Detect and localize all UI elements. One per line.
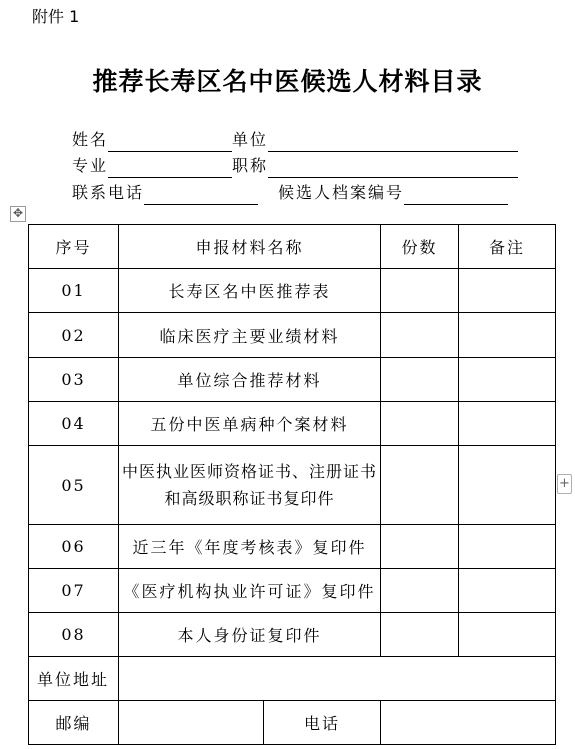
contact-phone-label: 联系电话 xyxy=(72,183,145,202)
name-field[interactable] xyxy=(108,133,232,152)
row-notes-cell[interactable] xyxy=(459,613,556,657)
unit-field[interactable] xyxy=(268,133,518,152)
postcode-phone-row xyxy=(29,701,556,745)
row-number: 05 xyxy=(29,446,119,525)
row-material-name: 单位综合推荐材料 xyxy=(119,358,381,402)
row-notes-cell[interactable] xyxy=(459,269,556,313)
row-number: 01 xyxy=(29,269,119,313)
table-row xyxy=(29,525,556,569)
header-material-name: 申报材料名称 xyxy=(119,225,381,269)
jobtitle-label: 职称 xyxy=(232,156,269,175)
row-number: 08 xyxy=(29,613,119,657)
row-notes-cell[interactable] xyxy=(459,446,556,525)
table-move-handle-icon[interactable]: ✥ xyxy=(10,206,26,222)
row-copies-cell[interactable] xyxy=(381,358,459,402)
address-value-cell[interactable] xyxy=(119,657,556,701)
info-row-major-title xyxy=(72,154,518,178)
archive-number-field[interactable] xyxy=(404,186,508,205)
table-row xyxy=(29,358,556,402)
add-column-plus-icon[interactable]: + xyxy=(557,474,572,494)
row-copies-cell[interactable] xyxy=(381,313,459,358)
major-field[interactable] xyxy=(108,159,232,178)
table-row xyxy=(29,569,556,613)
postcode-label: 邮编 xyxy=(29,701,119,745)
address-label: 单位地址 xyxy=(29,657,119,701)
contact-phone-field[interactable] xyxy=(144,186,258,205)
row-material-name: 长寿区名中医推荐表 xyxy=(119,269,381,313)
table-header-row xyxy=(29,225,556,269)
row-copies-cell[interactable] xyxy=(381,402,459,446)
row-material-name: 五份中医单病种个案材料 xyxy=(119,402,381,446)
row-copies-cell[interactable] xyxy=(381,569,459,613)
name-label: 姓名 xyxy=(72,130,109,149)
bottom-phone-label: 电话 xyxy=(264,701,381,745)
materials-table xyxy=(28,224,556,745)
row-notes-cell[interactable] xyxy=(459,313,556,358)
row-notes-cell[interactable] xyxy=(459,402,556,446)
row-number: 03 xyxy=(29,358,119,402)
row-material-name: 近三年《年度考核表》复印件 xyxy=(119,525,381,569)
row-number: 06 xyxy=(29,525,119,569)
table-row xyxy=(29,402,556,446)
row-copies-cell[interactable] xyxy=(381,269,459,313)
row-number: 02 xyxy=(29,313,119,358)
row-number: 04 xyxy=(29,402,119,446)
row-material-name: 《医疗机构执业许可证》复印件 xyxy=(119,569,381,613)
header-seq: 序号 xyxy=(29,225,119,269)
jobtitle-field[interactable] xyxy=(268,159,518,178)
row-copies-cell[interactable] xyxy=(381,613,459,657)
table-row xyxy=(29,313,556,358)
address-row xyxy=(29,657,556,701)
row-notes-cell[interactable] xyxy=(459,358,556,402)
major-label: 专业 xyxy=(72,156,109,175)
row-material-name: 中医执业医师资格证书、注册证书 和高级职称证书复印件 xyxy=(119,446,381,525)
table-row xyxy=(29,269,556,313)
row-material-name: 临床医疗主要业绩材料 xyxy=(119,313,381,358)
row-number: 07 xyxy=(29,569,119,613)
postcode-value-cell[interactable] xyxy=(119,701,264,745)
row-notes-cell[interactable] xyxy=(459,525,556,569)
bottom-phone-value-cell[interactable] xyxy=(381,701,556,745)
archive-number-label: 候选人档案编号 xyxy=(278,183,405,202)
page-title: 推荐长寿区名中医候选人材料目录 xyxy=(92,67,483,96)
row-notes-cell[interactable] xyxy=(459,569,556,613)
info-row-phone-archive xyxy=(72,181,508,205)
row-copies-cell[interactable] xyxy=(381,446,459,525)
row-copies-cell[interactable] xyxy=(381,525,459,569)
unit-label: 单位 xyxy=(232,130,269,149)
row-material-name: 本人身份证复印件 xyxy=(119,613,381,657)
header-notes: 备注 xyxy=(459,225,556,269)
header-copies: 份数 xyxy=(381,225,459,269)
info-row-name-unit xyxy=(72,128,518,152)
table-row xyxy=(29,613,556,657)
table-row xyxy=(29,446,556,525)
attachment-label: 附件 1 xyxy=(32,7,80,26)
